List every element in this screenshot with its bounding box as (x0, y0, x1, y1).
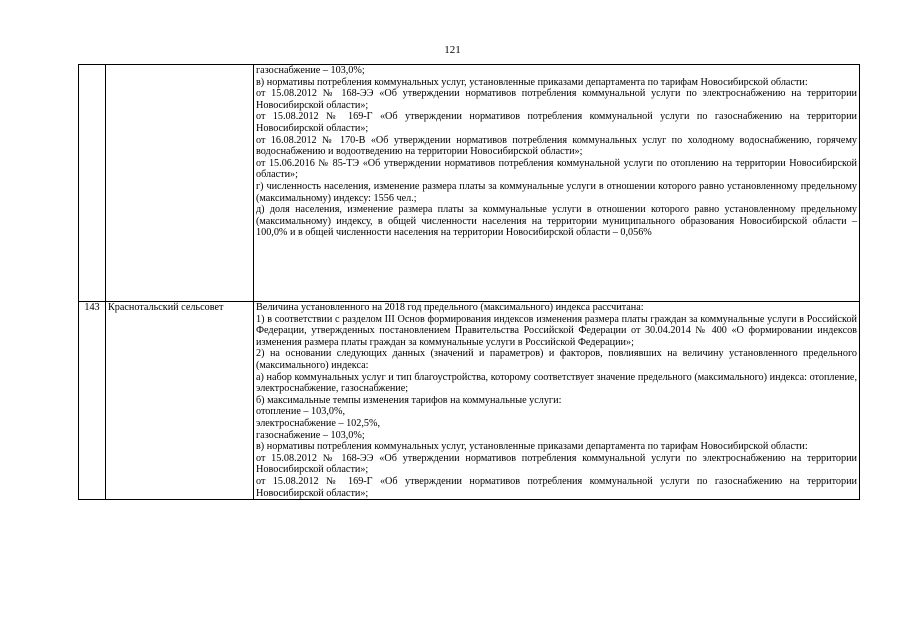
paragraph: газоснабжение – 103,0%; (256, 65, 365, 76)
tariff-table (78, 64, 860, 500)
table-row (79, 65, 860, 302)
paragraph: а) набор коммунальных услуг и тип благоустройства, которому соответствует значение предельного (максимального) индекса: отопление, электроснабжение, газоснабжение; (256, 371, 857, 395)
paragraph: 2) на основании следующих данных (значений и параметров) и факторов, повлиявших на величину установленного предельного (максимального) индекса: (256, 348, 857, 371)
paragraph: в) нормативы потребления коммунальных услуг, установленные приказами департамента по тарифам Новосибирской области: (256, 441, 808, 453)
paragraph: от 15.08.2012 № 168-ЭЭ «Об утверждении нормативов потребления коммунальной услуги по электроснабжению на территории Новосибирской области»; (256, 88, 857, 111)
row-text-cell (254, 302, 860, 500)
paragraph: от 16.08.2012 № 170-В «Об утверждении нормативов потребления коммунальных услуг по холодному водоснабжению, горячему водоснабжению и водоотведению на территории Новосибирской области»; (256, 134, 857, 158)
paragraph: д) доля населения, изменение размера платы за коммунальные услуги в отношении которого равно установленному предельному (максимальному) индексу, в общей численности населения на территории муниципального образования Новосибирской области – 100,0% и в общей численности населения на территории Новосибирской области – 0,056% (256, 204, 857, 239)
paragraph: в) нормативы потребления коммунальных услуг, установленные приказами департамента по тарифам Новосибирской области: (256, 76, 808, 88)
paragraph: от 15.08.2012 № 169-Г «Об утверждении нормативов потребления коммунальной услуги по газоснабжению на территории Новосибирской области»; (256, 475, 857, 499)
paragraph: газоснабжение – 103,0%; (256, 429, 365, 441)
row-text-cell (254, 65, 860, 302)
paragraph: 1) в соответствии с разделом III Основ формирования индексов изменения размера платы граждан за коммунальные услуги в Российской Федерации, утвержденных постановлением Правительства Российской Федерации от 30.04.2014 № 400 «О формировании индексов изменения размера платы граждан за коммунальные услуги в Российской Федерации»; (256, 313, 857, 348)
row-number-cell (79, 65, 106, 302)
paragraph: Величина установленного на 2018 год предельного (максимального) индекса рассчитана: (256, 302, 644, 313)
paragraph: электроснабжение – 102,5%, (256, 417, 381, 429)
paragraph: от 15.08.2012 № 168-ЭЭ «Об утверждении нормативов потребления коммунальной услуги по электроснабжению на территории Новосибирской области»; (256, 452, 857, 476)
row-name-cell: Краснотальский сельсовет (106, 302, 254, 500)
paragraph: от 15.08.2012 № 169-Г «Об утверждении нормативов потребления коммунальной услуги по газоснабжению на территории Новосибирской области»; (256, 111, 857, 134)
paragraph: б) максимальные темпы изменения тарифов на коммунальные услуги: (256, 394, 562, 406)
page-number: 121 (444, 44, 461, 56)
paragraph: от 15.06.2016 № 85-ТЭ «Об утверждении нормативов потребления коммунальной услуги по отоплению на территории Новосибирской области»; (256, 157, 857, 181)
row-number-cell: 143 (79, 302, 106, 500)
row-name-cell (106, 65, 254, 302)
paragraph: г) численность населения, изменение размера платы за коммунальные услуги в отношении которого равно установленному предельному (максимальному) индексу: 1556 чел.; (256, 180, 857, 204)
table-row (79, 302, 860, 500)
paragraph: отопление – 103,0%, (256, 406, 345, 418)
